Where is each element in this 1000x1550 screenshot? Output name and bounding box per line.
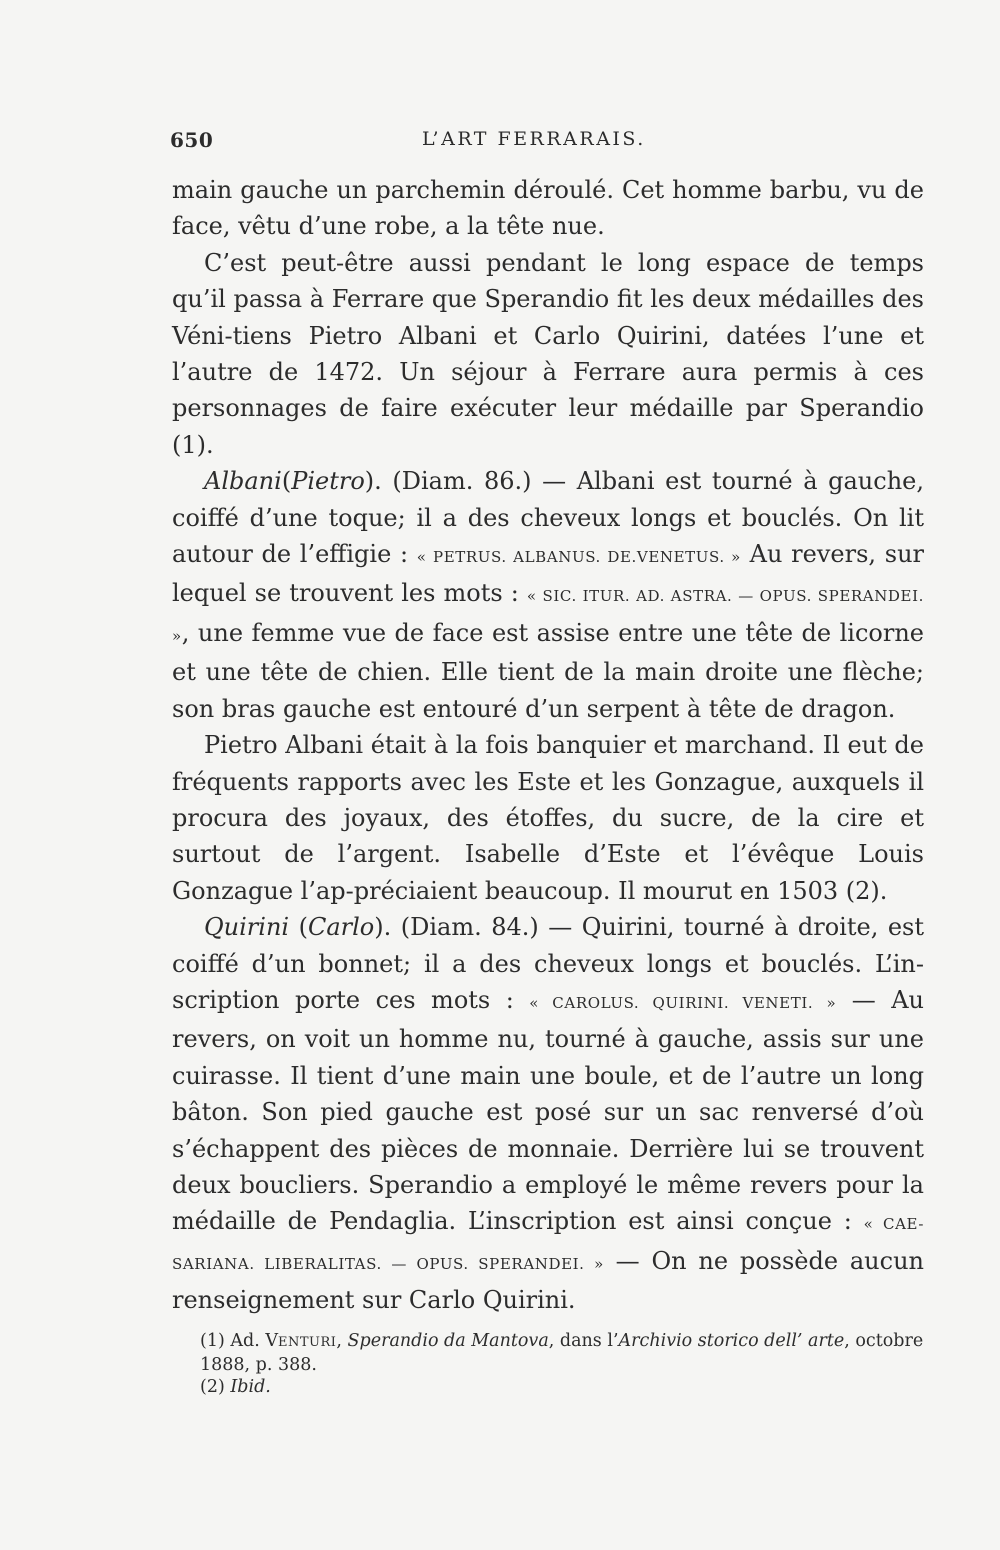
footnote-ibid: Ibid. xyxy=(230,1377,271,1397)
albani-obverse-inscription: « PETRUS. ALBANUS. DE.VENETUS. » xyxy=(416,548,741,567)
paragraph-continuation: main gauche un parchemin déroulé. Cet homme barbu, vu de face, vêtu d’une robe, a la tête nue. xyxy=(172,176,924,241)
body-text xyxy=(172,172,924,1319)
running-head xyxy=(170,128,920,158)
footnote-work-title: Sperandio da Mantova xyxy=(347,1331,549,1351)
paragraph-sperandio-medals: C’est peut-être aussi pendant le long espace de temps qu’il passa à Ferrare que Sperandio fit les deux médailles des Véni-tiens Pietro Albani et Carlo Quirini, datées l’une et l’autre de 1472. Un séjour à Ferrare aura permis à ces personnages de faire exécuter leur médaille par Sperandio (1). xyxy=(172,248,924,459)
quirini-first-name: Carlo xyxy=(307,913,375,942)
paragraph-quirini-medal: Quirini (Carlo). (Diam. 84.) — Quirini, tourné à droite, est coiffé d’un bonnet; il a des cheveux longs et bouclés. L’in-scription porte ces mots : « CAROLUS. QUIRINI. VENETI. » — Au revers, on voit un homme nu, tourné à gauche, assis sur une cuirasse. Il tient d’une main une boule, et de l’autre un long bâton. Son pied gauche est posé sur un sac renversé d’où s’échappent des pièces de monnaie. Derrière lui se trouvent deux boucliers. Sperandio a employé le même revers pour la médaille de Pendaglia. L’inscription est ainsi conçue : « CAE-SARIANA. LIBERALITAS. — OPUS. SPERANDEI. » — On ne possède aucun renseignement sur Carlo Quirini. xyxy=(172,913,925,1315)
page-number: 650 xyxy=(170,128,214,152)
footnotes xyxy=(172,1330,924,1398)
quirini-reverse-inscription: « CAE-SARIANA. LIBERALITAS. — OPUS. SPERANDEI. » xyxy=(172,1215,925,1273)
footnote-2: (2) Ibid. xyxy=(200,1377,271,1397)
paragraph-albani-biography: Pietro Albani était à la fois banquier et marchand. Il eut de fréquents rapports avec les Este et les Gonzague, auxquels il procura des joyaux, des étoffes, du sucre, de la cire et surtout de l’argent. Isabelle d’Este et l’évêque Louis Gonzague l’ap-préciaient beaucoup. Il mourut en 1503 (2). xyxy=(172,731,924,905)
albani-name: Albani xyxy=(204,467,282,496)
running-title: L’ART FERRARAIS. xyxy=(422,128,646,150)
albani-reverse-inscription: « SIC. ITUR. AD. ASTRA. — OPUS. SPERANDEI. » xyxy=(172,587,924,645)
footnote-journal-title: Archivio storico dell’ arte xyxy=(618,1331,845,1351)
albani-first-name: Pietro xyxy=(291,467,365,496)
footnote-1: (1) Ad. VENTURI, Sperandio da Mantova, dans l’Archivio storico dell’ arte, octobre 1888, p. 388. xyxy=(200,1331,924,1375)
paragraph-albani-medal: Albani(Pietro). (Diam. 86.) — Albani est tourné à gauche, coiffé d’une toque; il a des cheveux longs et bouclés. On lit autour de l’effigie : « PETRUS. ALBANUS. DE.VENETUS. » Au revers, sur lequel se trouvent les mots : « SIC. ITUR. AD. ASTRA. — OPUS. SPERANDEI. », une femme vue de face est assise entre une tête de licorne et une tête de chien. Elle tient de la main droite une flèche; son bras gauche est entouré d’un serpent à tête de dragon. xyxy=(172,467,924,723)
footnote-author: VENTURI xyxy=(265,1331,337,1351)
quirini-name: Quirini xyxy=(204,913,290,942)
quirini-obverse-inscription: « CAROLUS. QUIRINI. VENETI. » xyxy=(529,993,837,1012)
